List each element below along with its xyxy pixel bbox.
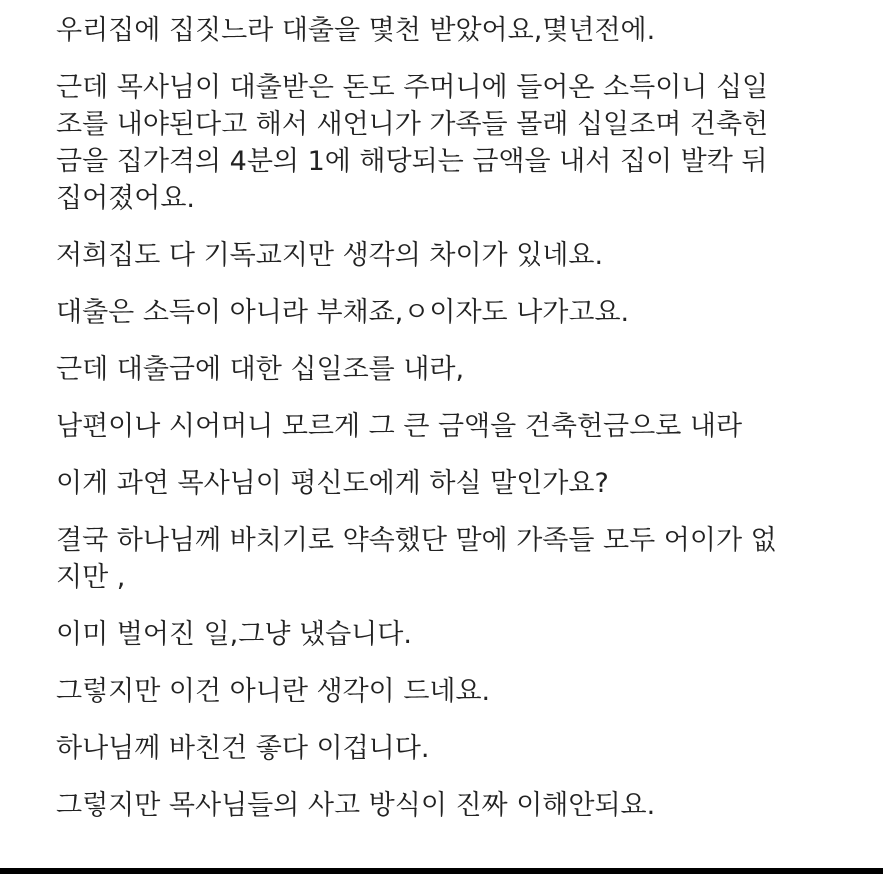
paragraph: 결국 하나님께 바치기로 약속했단 말에 가족들 모두 어이가 없 지만 , [56,525,777,593]
paragraph: 그렇지만 목사님들의 사고 방식이 진짜 이해안되요. [56,790,656,821]
paragraph: 남편이나 시어머니 모르게 그 큰 금액을 건축헌금으로 내라 [56,411,743,442]
paragraph: 우리집에 집짓느라 대출을 몇천 받았어요,몇년전에. [56,15,656,46]
paragraph: 이게 과연 목사님이 평신도에게 하실 말인가요? [56,468,609,499]
bottom-border [0,868,883,874]
paragraph: 대출은 소득이 아니라 부채죠,ㅇ이자도 나가고요. [56,297,630,328]
paragraph: 하나님께 바친건 좋다 이겁니다. [56,733,430,764]
paragraph: 저희집도 다 기독교지만 생각의 차이가 있네요. [56,240,604,271]
paragraph: 근데 목사님이 대출받은 돈도 주머니에 들어온 소득이니 십일 조를 내야된다고 해서 새언니가 가족들 몰래 십일조며 건축헌 금을 집가격의 4분의 1에 해당되는 금액을 내서 집이 발칵 뒤 집어졌어요. [56,72,769,214]
paragraph: 이미 벌어진 일,그냥 냈습니다. [56,619,412,650]
paragraph: 근데 대출금에 대한 십일조를 내라, [56,354,465,385]
paragraph: 그렇지만 이건 아니란 생각이 드네요. [56,676,491,707]
